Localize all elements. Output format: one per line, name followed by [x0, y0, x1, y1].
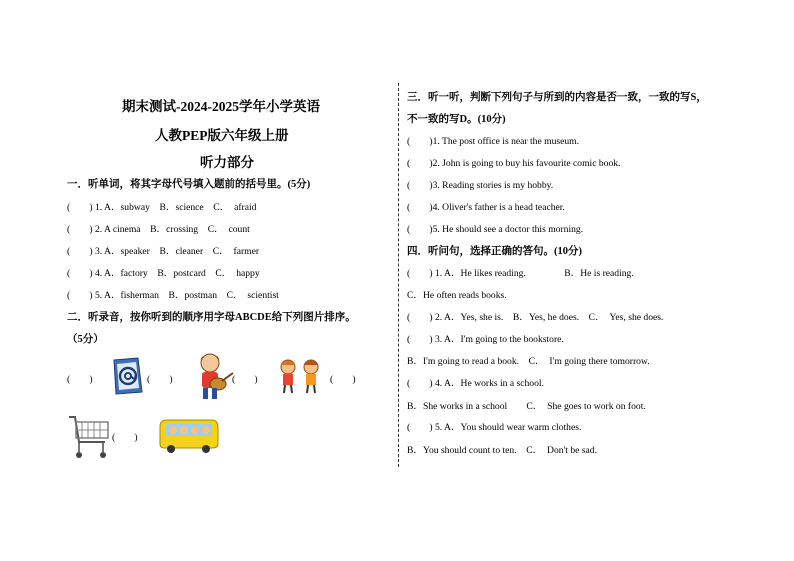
kids-icon — [274, 358, 326, 399]
part4-line: ( ) 4. A．He works in a school. — [407, 378, 544, 389]
email-icon — [108, 354, 148, 403]
part4-heading: 四．听问句，选择正确的答句。(10分) — [407, 246, 582, 257]
picture-blank: ( ) — [112, 432, 138, 443]
column-divider — [398, 83, 399, 467]
part1-item: ( ) 3. A．speaker B．cleaner C． farmer — [67, 246, 260, 257]
picture-blank: ( ) — [330, 374, 356, 385]
part1-item: ( ) 5. A．fisherman B．postman C． scientist — [67, 290, 279, 301]
part3-item: ( )1. The post office is near the museum. — [407, 136, 580, 147]
part3-heading-line2: 不一致的写D。(10分) — [407, 114, 506, 125]
part2-heading-points: （5分） — [67, 334, 104, 345]
exam-subtitle: 人教PEP版六年级上册 — [155, 128, 289, 143]
part1-item: ( ) 1. A．subway B．science C． afraid — [67, 202, 257, 213]
picture-blank: ( ) — [232, 374, 258, 385]
part1-item: ( ) 4. A．factory B．postcard C． happy — [67, 268, 260, 279]
part1-item: ( ) 2. A cinema B．crossing C． count — [67, 224, 250, 235]
part2-heading: 二．听录音，按你听到的顺序用字母ABCDE给下列图片排序。 — [67, 312, 356, 323]
part4-line: ( ) 5. A．You should wear warm clothes. — [407, 422, 582, 433]
exam-title: 期末测试-2024-2025学年小学英语 — [122, 99, 320, 114]
part4-line: ( ) 2. A．Yes, she is. B．Yes, he does. C． Yes, she does. — [407, 312, 664, 323]
picture-blank: ( ) — [147, 374, 173, 385]
part4-line: ( ) 1. A．He likes reading. B．He is reading. — [407, 268, 634, 279]
part1-heading: 一．听单词，将其字母代号填入题前的括号里。(5分) — [67, 179, 311, 190]
section-title: 听力部分 — [200, 155, 254, 170]
part4-line: C．He often reads books. — [407, 290, 507, 301]
part3-item: ( )2. John is going to buy his favourite comic book. — [407, 158, 621, 169]
school-bus-icon — [156, 418, 220, 459]
part3-item: ( )5. He should see a doctor this morning. — [407, 224, 584, 235]
part4-line: B．She works in a school C． She goes to work on foot. — [407, 401, 646, 412]
shopping-cart-icon — [67, 414, 111, 465]
part3-item: ( )3. Reading stories is my hobby. — [407, 180, 554, 191]
part4-line: B．You should count to ten. C． Don't be sad. — [407, 445, 597, 456]
part4-line: B．I'm going to read a book. C． I'm going there tomorrow. — [407, 356, 650, 367]
part3-heading: 三．听一听，判断下列句子与所到的内容是否一致，一致的写S， — [407, 92, 707, 103]
part4-line: ( ) 3. A．I'm going to the bookstore. — [407, 334, 564, 345]
part3-item: ( )4. Oliver's father is a head teacher. — [407, 202, 565, 213]
picture-blank: ( ) — [67, 374, 93, 385]
boy-guitar-icon — [188, 351, 234, 406]
